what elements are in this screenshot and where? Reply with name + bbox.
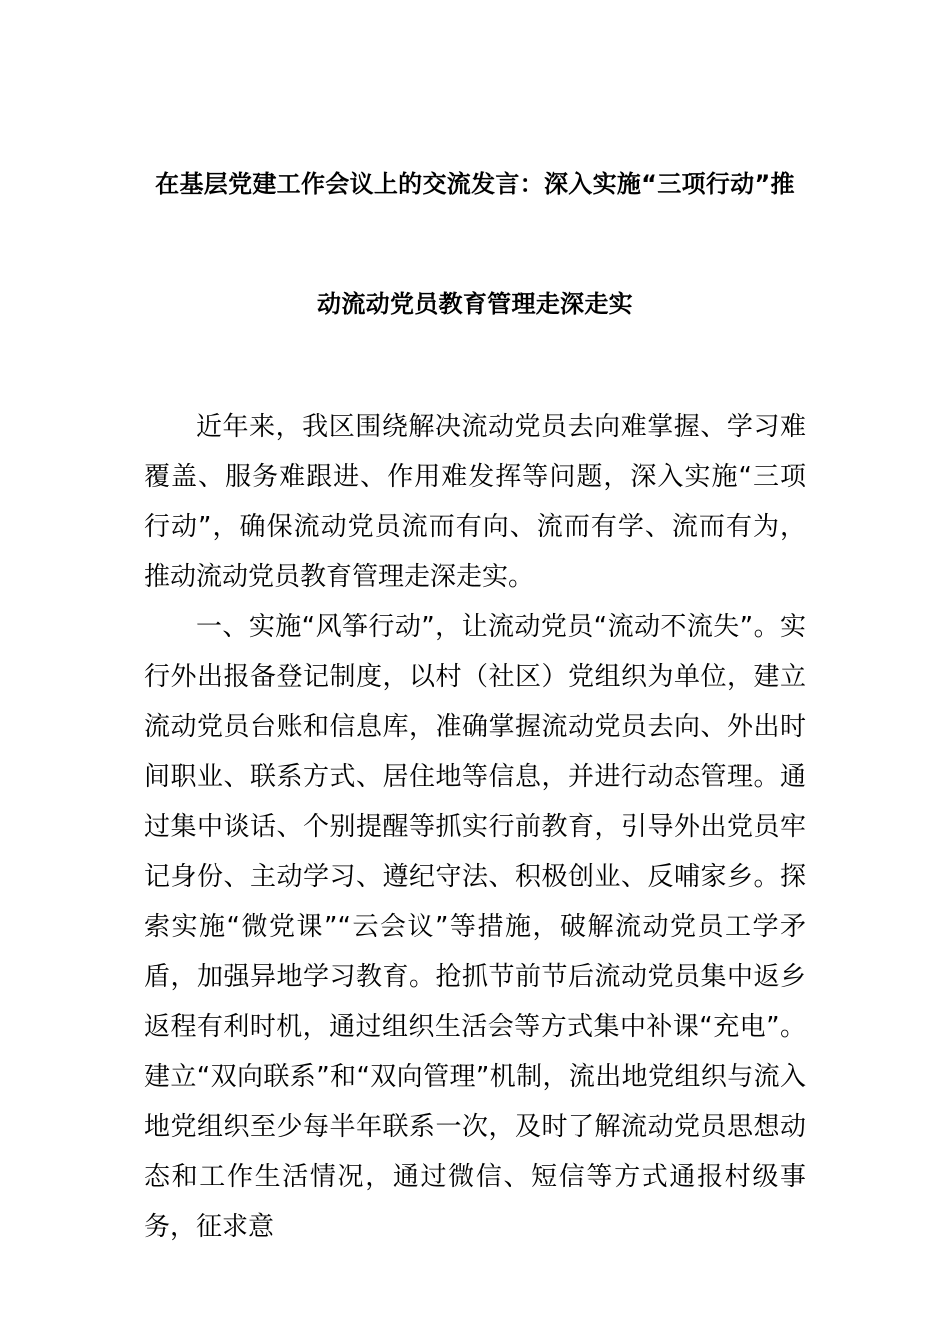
paragraph-intro: 近年来，我区围绕解决流动党员去向难掌握、学习难覆盖、服务难跟进、作用难发挥等问题，深入实施“三项行动”，确保流动党员流而有向、流而有学、流而有为，推动流动党员教育管理走深走实。 <box>144 412 806 592</box>
document-title-line-2: 动流动党员教育管理走深走实 <box>317 290 633 318</box>
paragraph-section-one: 一、实施“风筝行动”，让流动党员“流动不流失”。实行外出报备登记制度，以村（社区）党组织为单位，建立流动党员台账和信息库，准确掌握流动党员去向、外出时间职业、联系方式、居住地等信息，并进行动态管理。通过集中谈话、个别提醒等抓实行前教育，引导外出党员牢记身份、主动学习、遵纪守法、积极创业、反哺家乡。探索实施“微党课”“云会议”等措施，破解流动党员工学矛盾，加强异地学习教育。抢抓节前节后流动党员集中返乡返程有利时机，通过组织生活会等方式集中补课“充电”。建立“双向联系”和“双向管理”机制，流出地党组织与流入地党组织至少每半年联系一次，及时了解流动党员思想动态和工作生活情况，通过微信、短信等方式通报村级事务，征求意 <box>144 612 806 1242</box>
document-body <box>144 402 806 1252</box>
document-title-line-1: 在基层党建工作会议上的交流发言：深入实施“三项行动”推 <box>155 170 795 198</box>
